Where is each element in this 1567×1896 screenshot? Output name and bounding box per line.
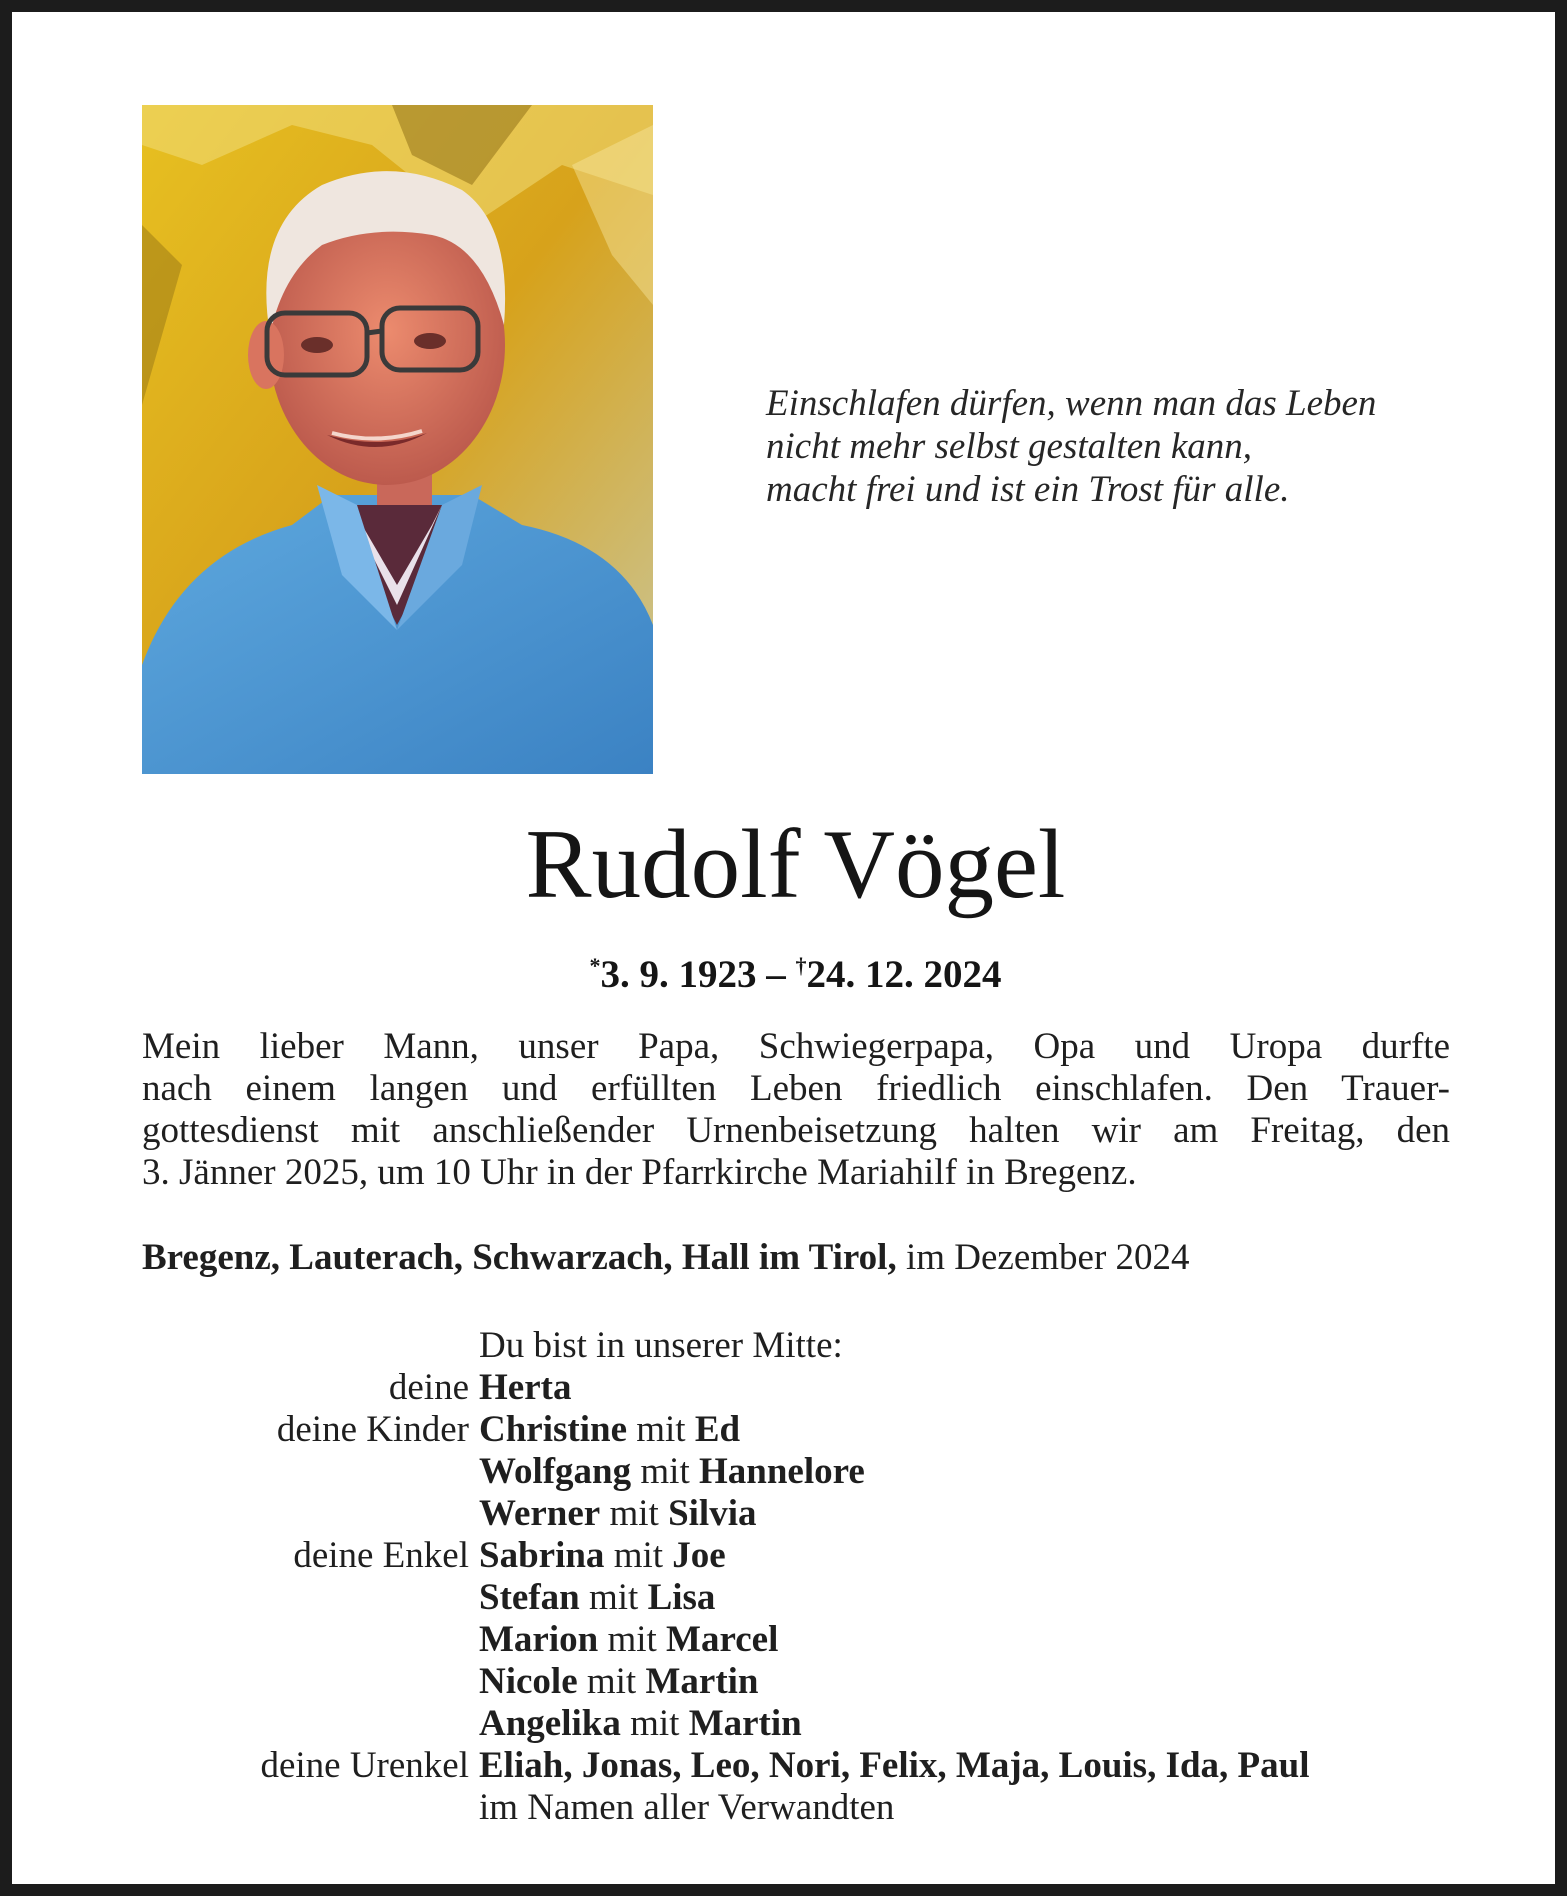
list-item: Nicole mit Martin — [479, 1661, 759, 1702]
mourners-intro: Du bist in unserer Mitte: — [479, 1325, 843, 1366]
list-item: Angelika mit Martin — [479, 1703, 802, 1744]
list-item: Stefan mit Lisa — [479, 1577, 716, 1618]
list-item: deine Enkel Sabrina mit Joe — [142, 1535, 1482, 1577]
partner-name: Marcel — [666, 1619, 779, 1660]
announcement-line: nach einem langen und erfüllten Leben friedlich einschlafen. Den Trauer- — [142, 1068, 1450, 1109]
list-item — [142, 1745, 1482, 1787]
mourner-name: Sabrina — [479, 1535, 605, 1576]
portrait-illustration — [142, 105, 653, 774]
partner-name: Hannelore — [698, 1451, 865, 1492]
partner-name: Lisa — [647, 1577, 716, 1618]
mourners-intro-row — [142, 1325, 1482, 1367]
mourner-name: Werner — [479, 1493, 601, 1534]
closing-text: im Namen aller Verwandten — [479, 1787, 895, 1828]
mourners-list — [142, 1325, 1482, 1829]
list-item: deine Kinder Christine mit Ed — [142, 1409, 1482, 1451]
relation-label: deine Enkel — [293, 1535, 469, 1576]
announcement-line: Mein lieber Mann, unser Papa, Schwiegerpapa, Opa und Uropa durfte — [142, 1026, 1450, 1067]
closing-row — [142, 1787, 1482, 1829]
death-date: 24. 12. 2024 — [806, 953, 1002, 996]
mourner-name: Stefan — [479, 1577, 580, 1618]
memorial-quote — [766, 382, 1486, 511]
partner-name: Martin — [645, 1661, 759, 1702]
partner-name: Joe — [672, 1535, 726, 1576]
birth-date: 3. 9. 1923 — [600, 953, 757, 996]
relation-label: deine Kinder — [276, 1409, 469, 1450]
death-symbol: † — [795, 953, 807, 978]
mourner-name: Christine — [479, 1409, 627, 1450]
announcement-line: 3. Jänner 2025, um 10 Uhr in der Pfarrkirche Mariahilf in Bregenz. — [142, 1152, 1137, 1193]
partner-name: Ed — [694, 1409, 741, 1450]
list-item: Marion mit Marcel — [479, 1619, 779, 1660]
announcement-line: gottesdienst mit anschließender Urnenbeisetzung halten wir am Freitag, den — [142, 1110, 1450, 1151]
portrait-photo — [142, 105, 653, 774]
partner-name: Martin — [688, 1703, 802, 1744]
relation-label: deine — [388, 1367, 469, 1408]
mourner-name: Herta — [479, 1367, 572, 1408]
places: Bregenz, Lauterach, Schwarzach, Hall im Tirol, — [142, 1237, 897, 1278]
list-item — [142, 1367, 1482, 1409]
mourner-name: Wolfgang — [479, 1451, 632, 1492]
birth-symbol: * — [589, 953, 601, 978]
mourner-name: Nicole — [479, 1661, 578, 1702]
date-separator: – — [756, 953, 796, 996]
deceased-name: Rudolf Vögel — [525, 810, 1066, 919]
list-item: Werner mit Silvia — [479, 1493, 757, 1534]
life-dates — [12, 944, 1567, 997]
date-text: im Dezember 2024 — [896, 1237, 1190, 1278]
announcement-text — [142, 1026, 1450, 1194]
list-item: Wolfgang mit Hannelore — [479, 1451, 865, 1492]
relation-label: deine Urenkel — [260, 1745, 469, 1786]
quote-line: macht frei und ist ein Trost für alle. — [766, 469, 1290, 510]
quote-line: nicht mehr selbst gestalten kann, — [766, 426, 1253, 467]
mourner-name: Marion — [479, 1619, 599, 1660]
quote-line: Einschlafen dürfen, wenn man das Leben — [766, 383, 1377, 424]
place-date-line — [142, 1237, 1472, 1279]
partner-name: Silvia — [668, 1493, 757, 1534]
mourner-name: Eliah, Jonas, Leo, Nori, Felix, Maja, Louis, Ida, Paul — [479, 1745, 1310, 1786]
mourner-name: Angelika — [479, 1703, 621, 1744]
